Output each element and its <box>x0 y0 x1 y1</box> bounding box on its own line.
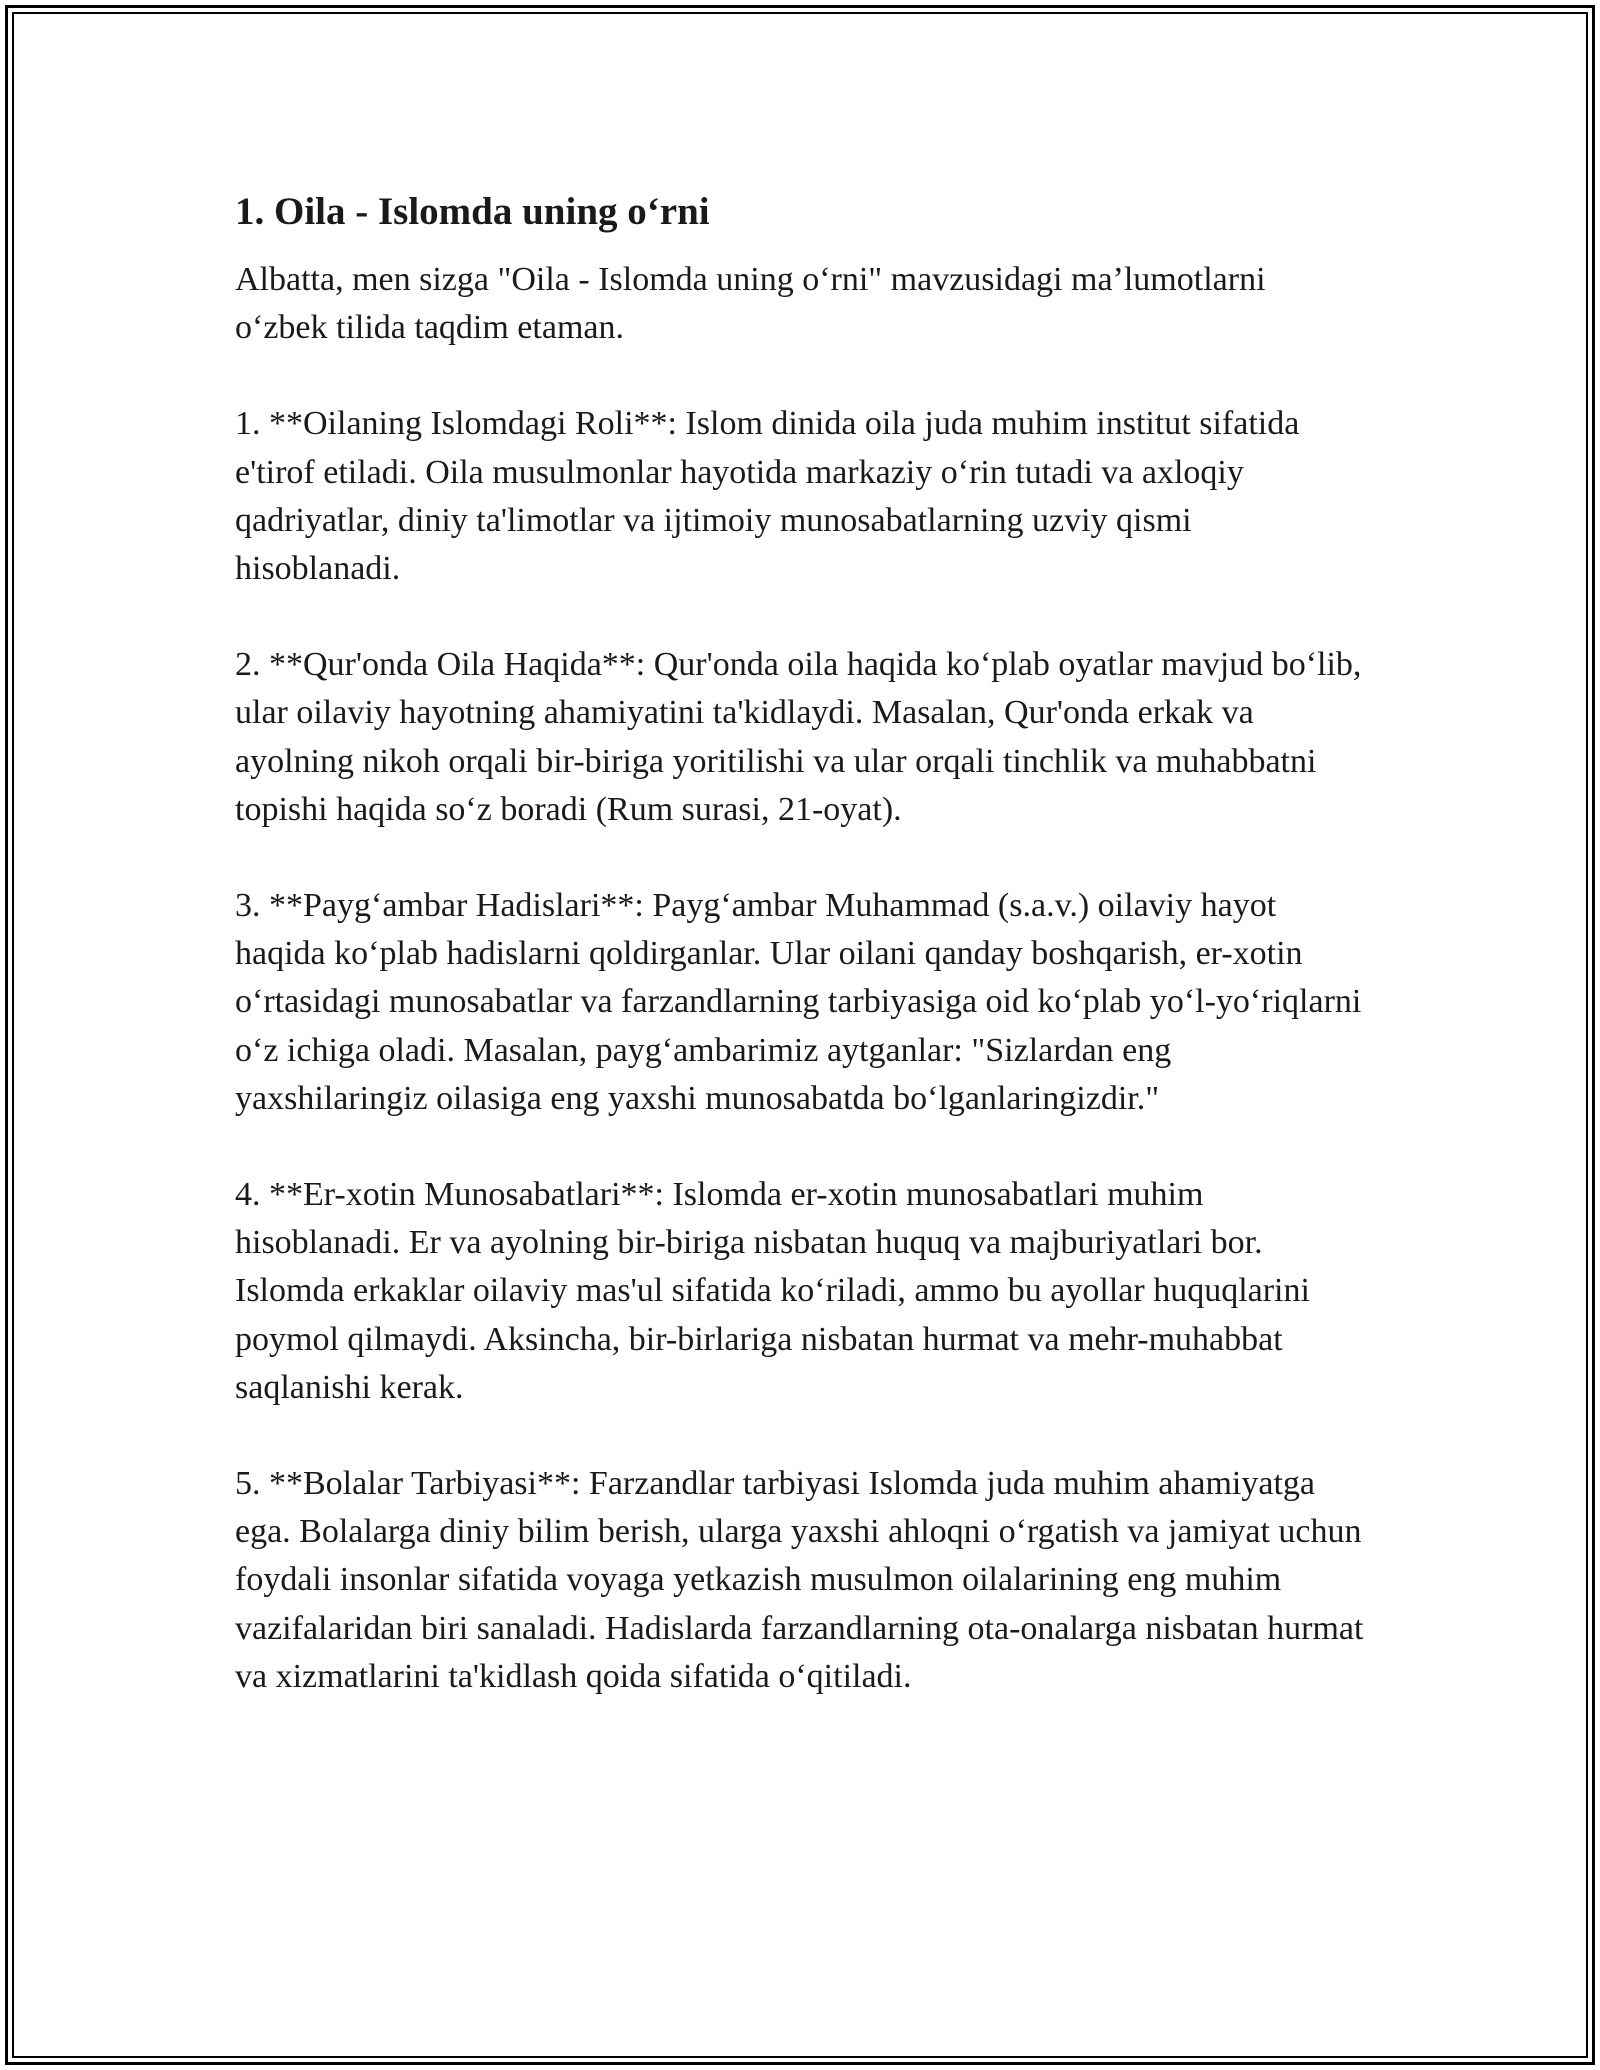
document-title: 1. Oila - Islomda uning o‘rni <box>235 190 710 233</box>
paragraph-spouse-relations: 4. **Er-xotin Munosabatlari**: Islomda er-xotin munosabatlari muhim hisoblanadi. Er va ayolning bir-biriga nisbatan huquq va majburiyatlari bor. Islomda erkaklar oilaviy mas'ul sifatida ko‘riladi, ammo bu ayollar huquqlarini poymol qilmaydi. Aksincha, bir-birlariga nisbatan hurmat va mehr-muhabbat saqlanishi kerak. <box>235 1176 1310 1406</box>
paragraph-child-upbringing: 5. **Bolalar Tarbiyasi**: Farzandlar tarbiyasi Islomda juda muhim ahamiyatga ega. Bolalarga diniy bilim berish, ularga yaxshi ahloqni o‘rgatish va jamiyat uchun foydali insonlar sifatida voyaga yetkazish musulmon oilalarining eng muhim vazifalaridan biri sanaladi. Hadislarda farzandlarning ota-onalarga nisbatan hurmat va xizmatlarini ta'kidlash qoida sifatida o‘qitiladi. <box>235 1465 1364 1695</box>
paragraph-quran-family: 2. **Qur'onda Oila Haqida**: Qur'onda oila haqida ko‘plab oyatlar mavjud bo‘lib, ular oilaviy hayotning ahamiyatini ta'kidlaydi. Masalan, Qur'onda erkak va ayolning nikoh orqali bir-biriga yoritilishi va ular orqali tinchlik va muhabbatni topishi haqida so‘z boradi (Rum surasi, 21-oyat). <box>235 646 1362 828</box>
intro-paragraph: Albatta, men sizga "Oila - Islomda uning o‘rni" mavzusidagi ma’lumotlarni o‘zbek tilida taqdim etaman. <box>235 261 1266 347</box>
document-body <box>235 188 1365 1749</box>
paragraph-family-role: 1. **Oilaning Islomdagi Roli**: Islom dinida oila juda muhim institut sifatida e'tirof etiladi. Oila musulmonlar hayotida markaziy o‘rin tutadi va axloqiy qadriyatlar, diniy ta'limotlar va ijtimoiy munosabatlarning uzviy qismi hisoblanadi. <box>235 405 1300 588</box>
paragraph-prophet-hadiths: 3. **Payg‘ambar Hadislari**: Payg‘ambar Muhammad (s.a.v.) oilaviy hayot haqida ko‘plab hadislarni qoldirganlar. Ular oilani qanday boshqarish, er-xotin o‘rtasidagi munosabatlar va farzandlarning tarbiyasiga oid ko‘plab yo‘l-yo‘riqlarni o‘z ichiga oladi. Masalan, payg‘ambarimiz aytganlar: "Sizlardan eng yaxshilaringiz oilasiga eng yaxshi munosabatda bo‘lganlaringizdir." <box>235 887 1362 1117</box>
